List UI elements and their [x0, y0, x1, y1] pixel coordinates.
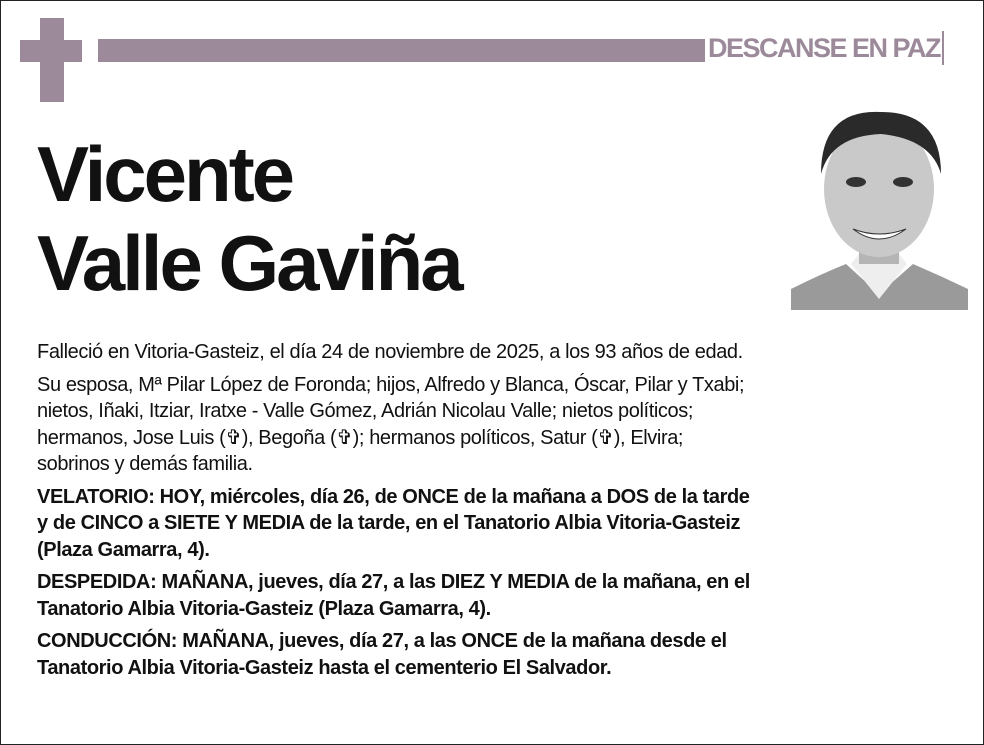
family-paragraph	[37, 372, 957, 478]
conduccion-paragraph	[37, 628, 957, 681]
text-line: (Plaza Gamarra, 4).	[37, 538, 210, 561]
text-line: Su esposa, Mª Pilar López de Foronda; hijos, Alfredo y Blanca, Óscar, Pilar y Txabi;	[37, 373, 745, 396]
text-line: Tanatorio Albia Vitoria-Gasteiz hasta el cementerio El Salvador.	[37, 656, 612, 679]
text-line: CONDUCCIÓN: MAÑANA, jueves, día 27, a las ONCE de la mañana desde el	[37, 630, 727, 652]
text-line: hermanos, Jose Luis (✞), Begoña (✞); hermanos políticos, Satur (✞), Elvira;	[37, 426, 684, 449]
cross-icon-arm	[20, 40, 82, 62]
velatorio-paragraph	[37, 484, 957, 564]
deceased-first-name: Vicente	[37, 130, 293, 218]
deceased-photo	[791, 104, 968, 310]
obituary-text	[37, 339, 957, 687]
text-line: DESPEDIDA: MAÑANA, jueves, día 27, a las DIEZ Y MEDIA de la mañana, en el	[37, 571, 750, 593]
despedida-paragraph	[37, 569, 957, 622]
header-label: DESCANSE EN PAZ	[708, 31, 944, 65]
deceased-surnames: Valle Gaviña	[37, 219, 461, 307]
text-line: y de CINCO a SIETE Y MEDIA de la tarde, en el Tanatorio Albia Vitoria-Gasteiz	[37, 512, 741, 534]
text-line: VELATORIO: HOY, miércoles, día 26, de ONCE de la mañana a DOS de la tarde	[37, 485, 750, 508]
text-line: Falleció en Vitoria-Gasteiz, el día 24 de noviembre de 2025, a los 93 años de edad.	[37, 341, 743, 363]
header-bar	[98, 39, 705, 62]
text-line: sobrinos y demás familia.	[37, 453, 253, 475]
text-line: nietos, Iñaki, Itziar, Iratxe - Valle Gómez, Adrián Nicolau Valle; nietos políticos;	[37, 400, 693, 422]
death-paragraph	[37, 339, 957, 366]
text-line: Tanatorio Albia Vitoria-Gasteiz (Plaza Gamarra, 4).	[37, 597, 491, 620]
